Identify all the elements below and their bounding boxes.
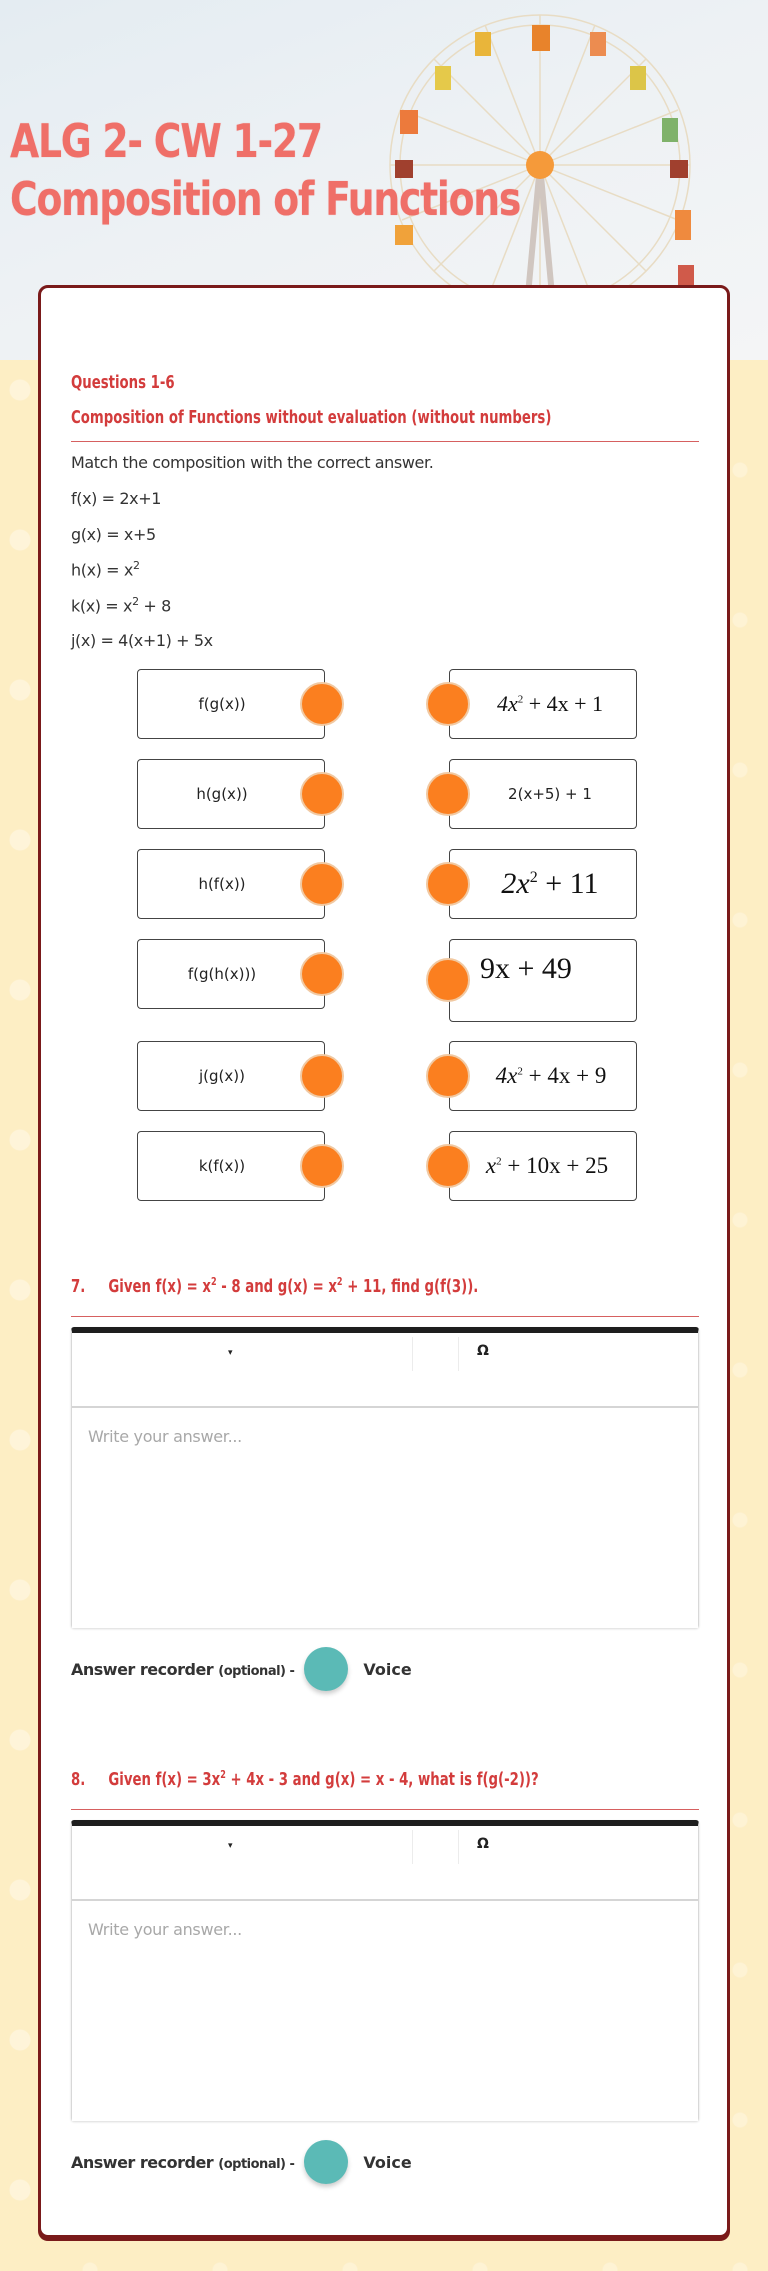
match-left-item[interactable]: j(g(x)): [137, 1041, 325, 1111]
recorder-label: Answer recorder (optional) -: [71, 1659, 295, 1679]
match-connector-right[interactable]: [426, 772, 470, 816]
record-voice-button[interactable]: [304, 2140, 348, 2184]
definition-k: $k(x) = x^2 + 8$: [71, 595, 171, 616]
match-right-item[interactable]: 2(x+5) + 1: [449, 759, 637, 829]
question-7-prompt: 7. Given $f(x) = x^2 - 8$ and $g(x) = x^2 + 11$, find g(f(3)).: [71, 1275, 479, 1297]
match-right-item[interactable]: $4x^2 + 4x + 9$: [449, 1041, 637, 1111]
match-connector-left[interactable]: [300, 952, 344, 996]
record-voice-button[interactable]: [304, 1647, 348, 1691]
match-right-item[interactable]: 9x + 49: [449, 939, 637, 1022]
match-connector-left[interactable]: [300, 772, 344, 816]
toolbar-separator: [412, 1830, 413, 1864]
question-8-answer-recorder: [71, 2140, 412, 2184]
page-title: [10, 112, 520, 228]
question-8-answer-input[interactable]: [72, 1903, 698, 2121]
question-7-answer-recorder: [71, 1647, 412, 1691]
question-7-divider: [71, 1316, 699, 1317]
editor-toolbar: [72, 1333, 698, 1408]
toolbar-separator: [458, 1830, 459, 1864]
instruction-text: Match the composition with the correct answer.: [71, 453, 434, 472]
chevron-down-icon: ▾: [228, 1840, 233, 1850]
format-dropdown[interactable]: [72, 1826, 412, 1864]
worksheet-card: [38, 285, 730, 2238]
section-subheading: Composition of Functions without evaluation (without numbers): [71, 407, 552, 428]
match-right-item[interactable]: $x^2 + 10x + 25$: [449, 1131, 637, 1201]
title-line-1: ALG 2- CW 1-27: [10, 114, 322, 168]
match-connector-left[interactable]: [300, 862, 344, 906]
definition-j: j(x) = 4(x+1) + 5x: [71, 631, 213, 650]
match-connector-right[interactable]: [426, 1144, 470, 1188]
match-connector-right[interactable]: [426, 1054, 470, 1098]
match-connector-right[interactable]: [426, 862, 470, 906]
question-8-divider: [71, 1809, 699, 1810]
recorder-label: Answer recorder (optional) -: [71, 2152, 295, 2172]
definition-f: f(x) = 2x+1: [71, 489, 161, 508]
match-right-item[interactable]: $4x^2 + 4x + 1$: [449, 669, 637, 739]
voice-label: Voice: [363, 2152, 412, 2172]
match-connector-left[interactable]: [300, 682, 344, 726]
match-left-item[interactable]: h(f(x)): [137, 849, 325, 919]
voice-label: Voice: [363, 1659, 412, 1679]
question-7-answer-input[interactable]: [72, 1410, 698, 1628]
question-7-editor: [71, 1327, 699, 1628]
question-8-editor: [71, 1820, 699, 2121]
question-8-prompt: 8. Given $f(x) = 3x^2 + 4x - 3$ and g(x) = x - 4, what is f(g(-2))?: [71, 1768, 539, 1790]
title-line-2: Composition of Functions: [10, 172, 521, 226]
toolbar-separator: [412, 1337, 413, 1371]
special-character-icon[interactable]: Ω: [477, 1836, 489, 1852]
match-connector-left[interactable]: [300, 1144, 344, 1188]
chevron-down-icon: ▾: [228, 1347, 233, 1357]
match-left-item[interactable]: k(f(x)): [137, 1131, 325, 1201]
match-connector-right[interactable]: [426, 958, 470, 1002]
match-connector-right[interactable]: [426, 682, 470, 726]
editor-toolbar: [72, 1826, 698, 1901]
match-connector-left[interactable]: [300, 1054, 344, 1098]
match-left-item[interactable]: h(g(x)): [137, 759, 325, 829]
toolbar-separator: [458, 1337, 459, 1371]
match-right-item[interactable]: $2x^2 + 11$: [449, 849, 637, 919]
format-dropdown[interactable]: [72, 1333, 412, 1371]
special-character-icon[interactable]: Ω: [477, 1343, 489, 1359]
definition-h: $h(x) = x^2$: [71, 559, 140, 580]
section-divider: [71, 441, 699, 442]
match-left-item[interactable]: f(g(x)): [137, 669, 325, 739]
match-left-item[interactable]: f(g(h(x))): [137, 939, 325, 1009]
section-heading: Questions 1-6: [71, 372, 175, 393]
definition-g: g(x) = x+5: [71, 525, 156, 544]
